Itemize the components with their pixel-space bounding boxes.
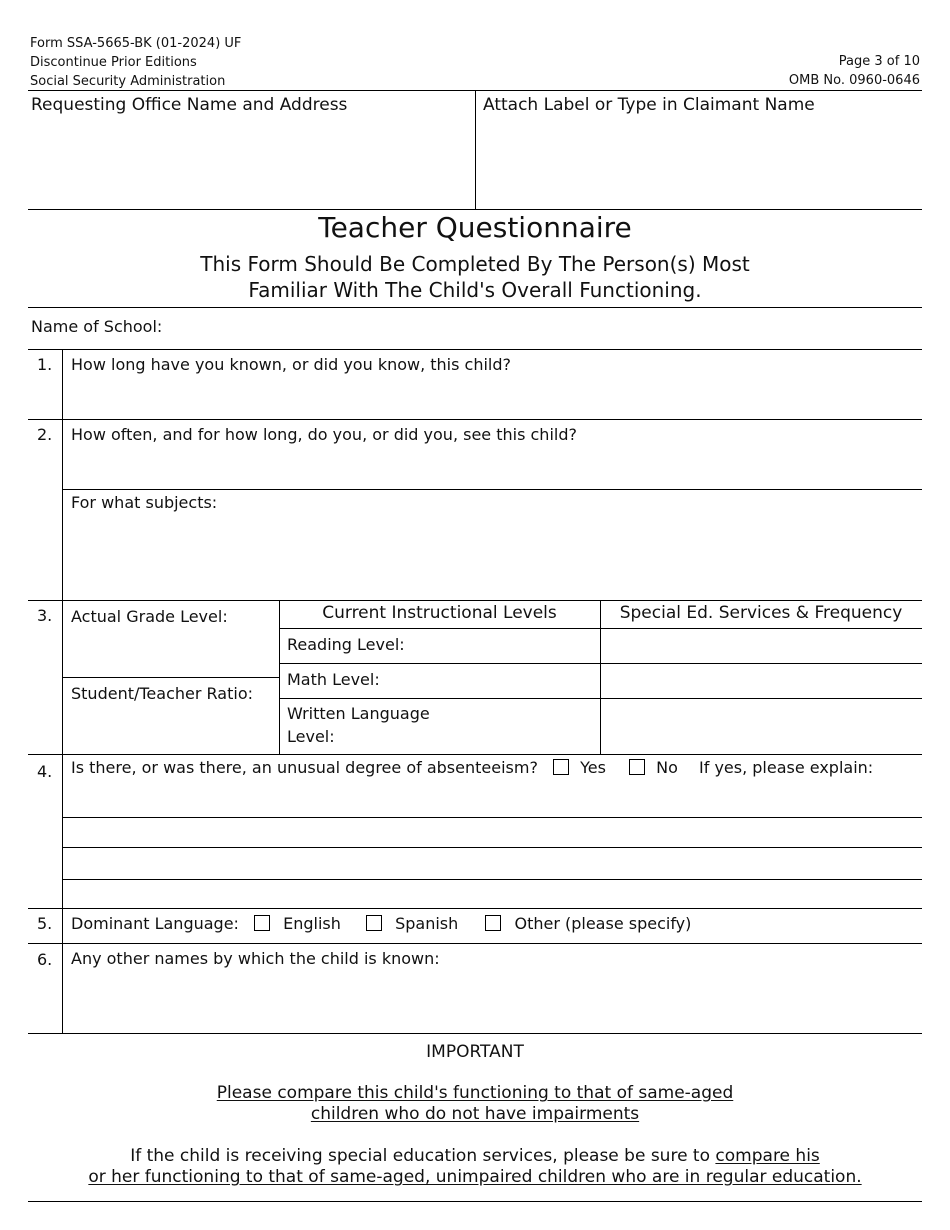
absenteeism-question bbox=[71, 758, 873, 777]
other-language-checkbox[interactable] bbox=[485, 915, 501, 931]
important-para2-line2 bbox=[0, 1167, 950, 1188]
question-number: 2. bbox=[37, 425, 53, 444]
number-column-divider bbox=[62, 349, 63, 1033]
english-checkbox[interactable] bbox=[254, 915, 270, 931]
important-para1-line2-text: children who do not have impairments bbox=[310, 1104, 640, 1124]
divider bbox=[279, 698, 922, 699]
subtitle-line-1: This Form Should Be Completed By The Person(s) Most bbox=[200, 252, 750, 276]
divider bbox=[28, 307, 922, 308]
important-para1-line1-text: Please compare this child's functioning to that of same-aged bbox=[216, 1083, 734, 1103]
page-title: Teacher Questionnaire bbox=[318, 211, 632, 244]
reading-level-field[interactable]: Reading Level: bbox=[287, 635, 405, 654]
absenteeism-no-checkbox[interactable] bbox=[629, 759, 645, 775]
absenteeism-explain-label: If yes, please explain: bbox=[699, 758, 874, 777]
question-number: 5. bbox=[37, 914, 53, 933]
school-name-field[interactable]: Name of School: bbox=[31, 317, 163, 336]
important-para2-line1 bbox=[0, 1146, 950, 1167]
divider bbox=[62, 489, 922, 490]
english-label: English bbox=[283, 914, 341, 933]
form-header-left bbox=[30, 34, 241, 91]
divider bbox=[28, 943, 922, 944]
discontinue-notice: Discontinue Prior Editions bbox=[30, 55, 197, 70]
other-names-field[interactable]: Any other names by which the child is known: bbox=[71, 949, 440, 968]
question-number: 6. bbox=[37, 950, 53, 969]
divider bbox=[28, 754, 922, 755]
page-number: Page 3 of 10 bbox=[838, 54, 920, 69]
explain-line[interactable] bbox=[62, 879, 922, 880]
requesting-office-field[interactable]: Requesting Office Name and Address bbox=[31, 95, 348, 115]
important-para2-line2-text: or her functioning to that of same-aged, unimpaired children who are in regular education. bbox=[88, 1167, 862, 1187]
divider bbox=[279, 628, 922, 629]
important-para1-line2 bbox=[0, 1104, 950, 1125]
dominant-language-question bbox=[71, 914, 691, 933]
grade-level-field[interactable]: Actual Grade Level: bbox=[71, 607, 228, 626]
q1-answer-field[interactable]: How long have you known, or did you know, this child? bbox=[71, 355, 512, 374]
divider bbox=[28, 349, 922, 350]
absenteeism-yes-label: Yes bbox=[580, 758, 606, 777]
agency-name: Social Security Administration bbox=[30, 74, 226, 89]
question-number: 4. bbox=[37, 762, 53, 781]
claimant-name-field[interactable]: Attach Label or Type in Claimant Name bbox=[483, 95, 815, 115]
written-language-label-2: Level: bbox=[287, 727, 335, 746]
divider bbox=[279, 600, 280, 754]
written-language-label-1[interactable]: Written Language bbox=[287, 704, 430, 723]
omb-number: OMB No. 0960-0646 bbox=[788, 73, 920, 88]
divider bbox=[279, 663, 922, 664]
divider bbox=[28, 908, 922, 909]
divider bbox=[62, 677, 279, 678]
instructional-levels-header: Current Instructional Levels bbox=[322, 603, 557, 623]
absenteeism-text: Is there, or was there, an unusual degree of absenteeism? bbox=[71, 758, 538, 777]
divider bbox=[475, 90, 476, 209]
spanish-checkbox[interactable] bbox=[366, 915, 382, 931]
important-para2-plain: If the child is receiving special education services, please be sure to bbox=[130, 1146, 711, 1166]
explain-line[interactable] bbox=[62, 817, 922, 818]
explain-line[interactable] bbox=[62, 847, 922, 848]
question-number: 3. bbox=[37, 606, 53, 625]
important-para1-line1 bbox=[0, 1083, 950, 1104]
other-language-label: Other (please specify) bbox=[514, 914, 692, 933]
subjects-field[interactable]: For what subjects: bbox=[71, 493, 218, 512]
subtitle-line-2: Familiar With The Child's Overall Functioning. bbox=[248, 278, 702, 302]
divider bbox=[28, 1033, 922, 1034]
important-heading: IMPORTANT bbox=[426, 1042, 524, 1062]
dominant-language-label: Dominant Language: bbox=[71, 914, 239, 933]
student-teacher-ratio-field[interactable]: Student/Teacher Ratio: bbox=[71, 684, 253, 703]
divider bbox=[28, 600, 922, 601]
math-level-field[interactable]: Math Level: bbox=[287, 670, 380, 689]
divider bbox=[28, 1201, 922, 1202]
divider bbox=[28, 209, 922, 210]
absenteeism-yes-checkbox[interactable] bbox=[553, 759, 569, 775]
spanish-label: Spanish bbox=[395, 914, 459, 933]
form-number: Form SSA-5665-BK (01-2024) UF bbox=[30, 36, 242, 51]
divider bbox=[600, 600, 601, 754]
q2-answer-field[interactable]: How often, and for how long, do you, or did you, see this child? bbox=[71, 425, 577, 444]
divider bbox=[28, 419, 922, 420]
question-number: 1. bbox=[37, 355, 53, 374]
form-header-right bbox=[789, 52, 920, 90]
special-ed-header: Special Ed. Services & Frequency bbox=[619, 603, 903, 623]
absenteeism-no-label: No bbox=[656, 758, 678, 777]
important-para2-underlined: compare his bbox=[715, 1146, 820, 1166]
